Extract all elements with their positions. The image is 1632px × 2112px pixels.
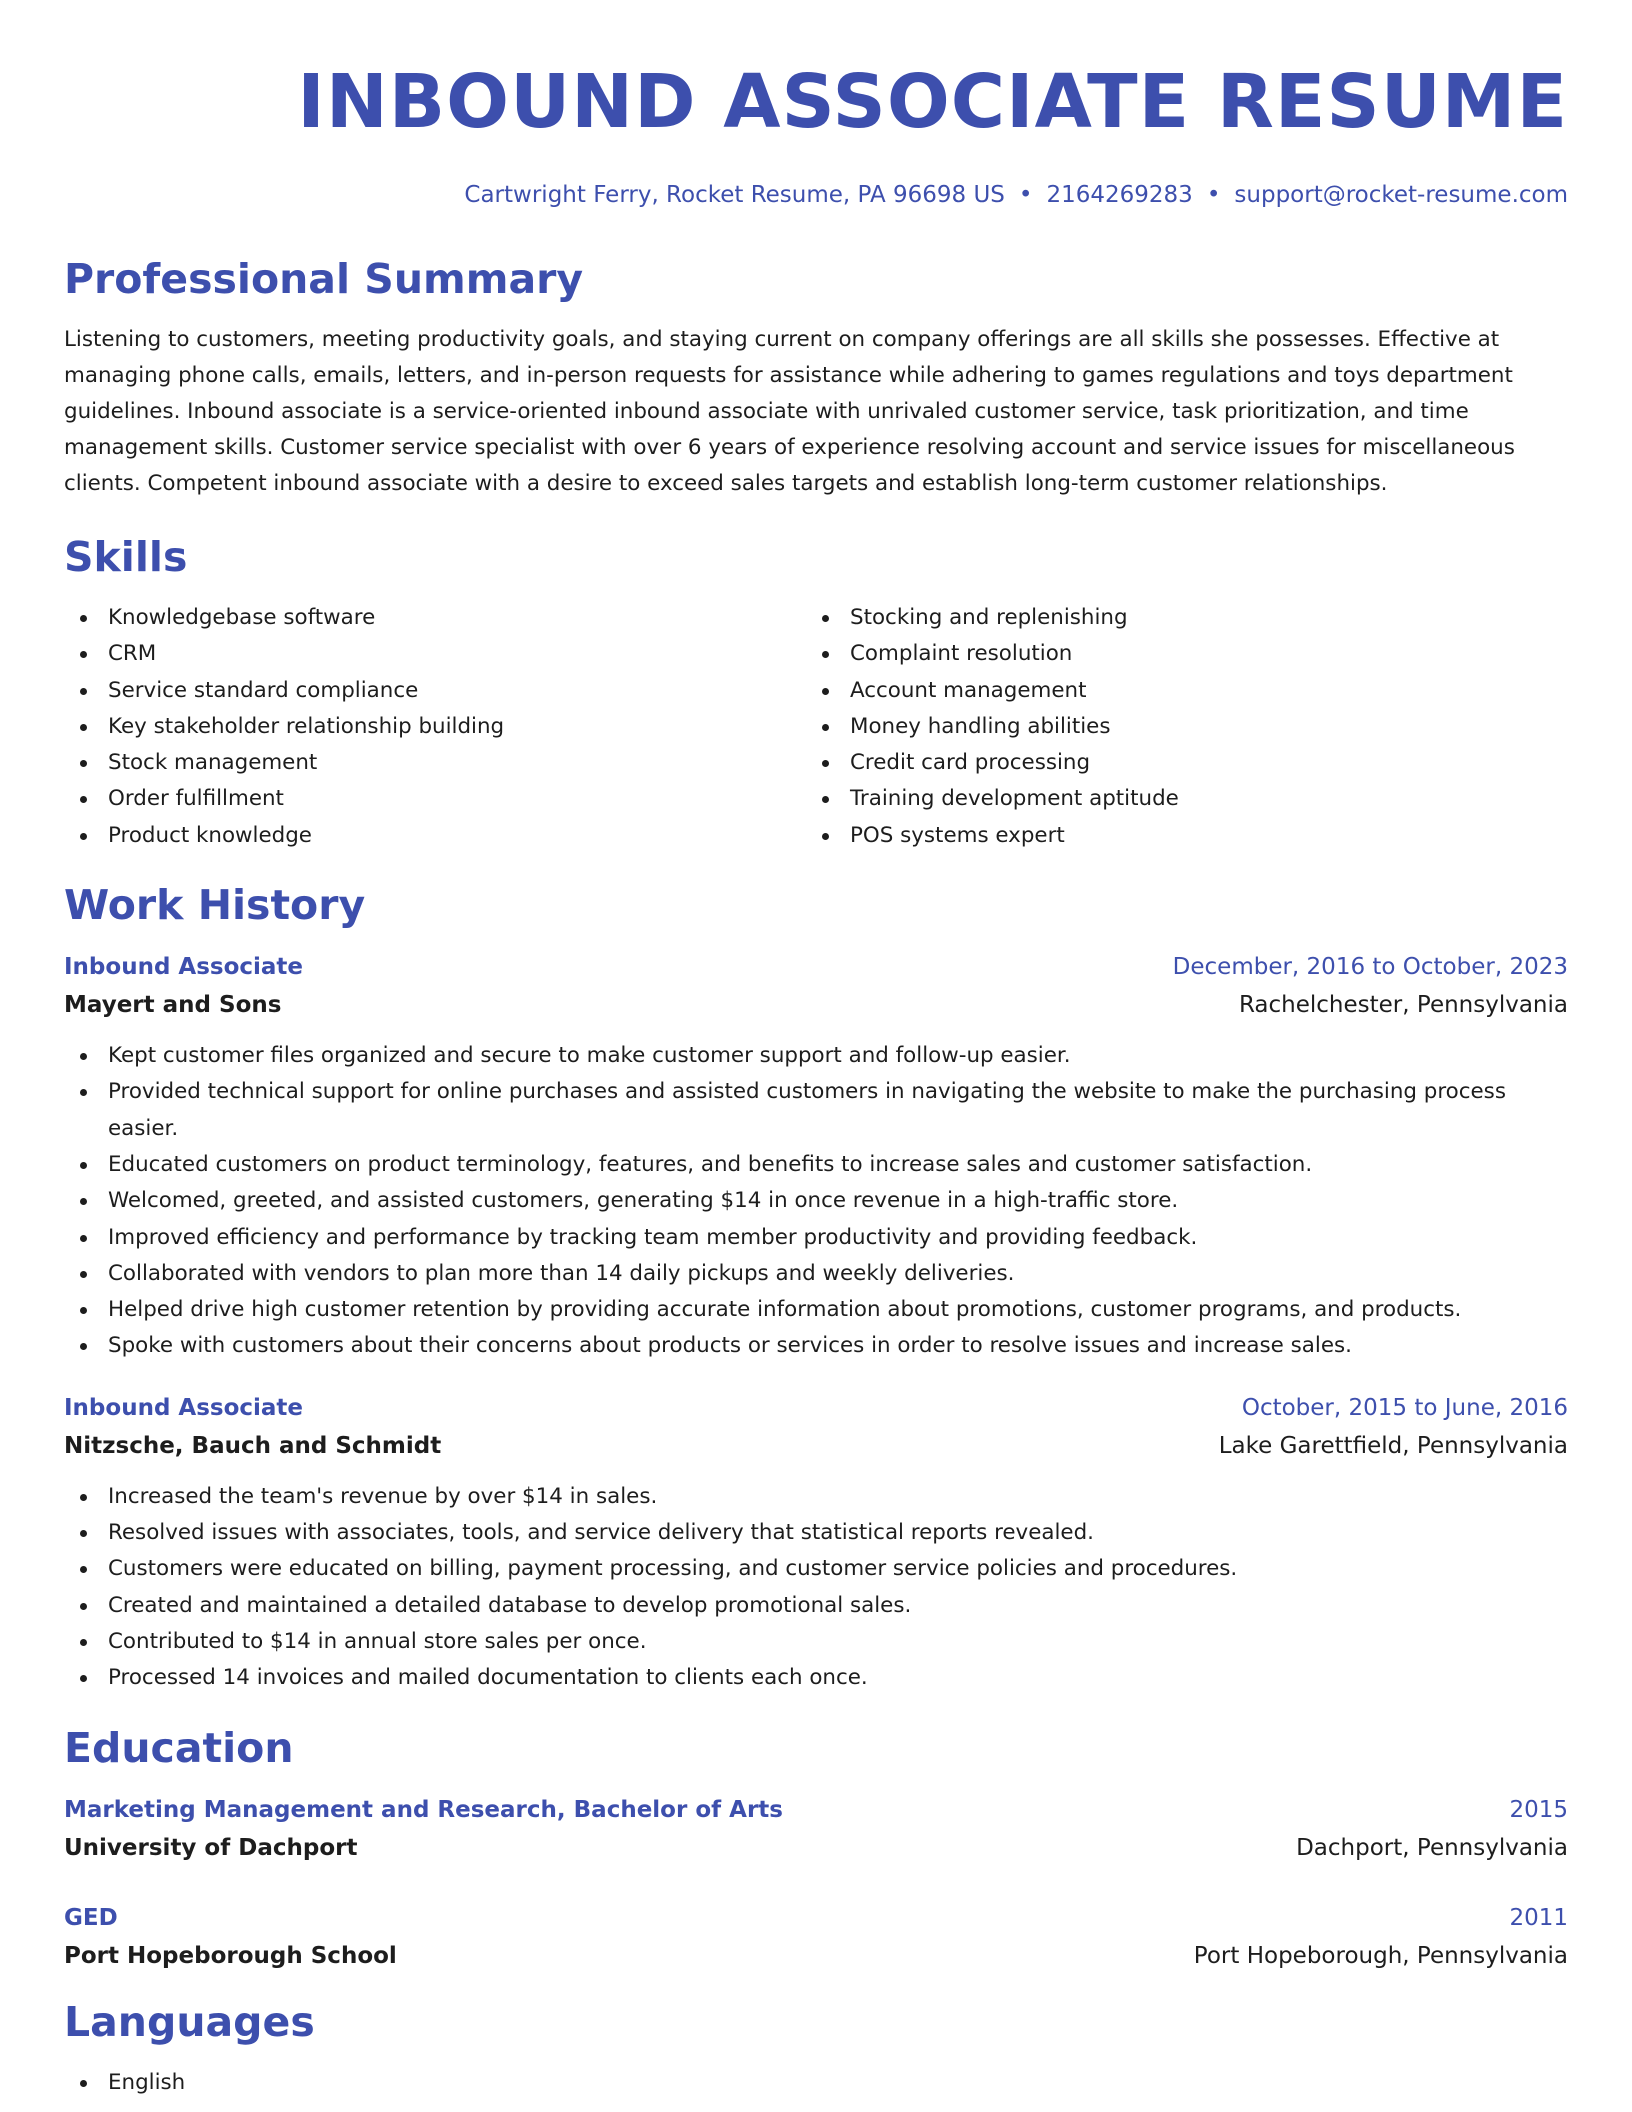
- job-bullet: Processed 14 invoices and mailed documentation to clients each once.: [64, 1660, 1568, 1696]
- job-bullet: Educated customers on product terminology, features, and benefits to increase sales and customer satisfaction.: [64, 1147, 1568, 1183]
- address: Cartwright Ferry, Rocket Resume, PA 96698 US: [464, 182, 1005, 208]
- education-header: [64, 1903, 1568, 1933]
- skill-item: Complaint resolution: [806, 636, 1548, 672]
- school-location: Port Hopeborough, Pennsylvania: [1193, 1942, 1568, 1969]
- section-title-skills: Skills: [64, 533, 188, 581]
- job-dates: December, 2016 to October, 2023: [1172, 954, 1568, 981]
- education-entry: [64, 1903, 1568, 1971]
- education-header: [64, 1795, 1568, 1825]
- separator-dot: •: [1206, 182, 1221, 208]
- section-title-summary: Professional Summary: [64, 255, 584, 303]
- skill-item: Service standard compliance: [64, 673, 806, 709]
- skill-item: POS systems expert: [806, 818, 1548, 854]
- skill-item: Stocking and replenishing: [806, 600, 1548, 636]
- job-bullet: Welcomed, greeted, and assisted customers, generating $14 in once revenue in a high-traffic store.: [64, 1183, 1568, 1219]
- job-location: Rachelchester, Pennsylvania: [1238, 992, 1568, 1019]
- job-bullet: Spoke with customers about their concerns about products or services in order to resolve issues and increase sales.: [64, 1328, 1568, 1364]
- job-subheader: [64, 990, 1568, 1020]
- job-entry: [64, 1393, 1568, 1697]
- job-bullet: Helped drive high customer retention by providing accurate information about promotions, customer programs, and products.: [64, 1292, 1568, 1328]
- education-subheader: [64, 1833, 1568, 1863]
- language-item: English: [64, 2065, 1568, 2101]
- skill-item: Money handling abilities: [806, 709, 1548, 745]
- job-title: Inbound Associate: [64, 1394, 304, 1421]
- job-bullet: Collaborated with vendors to plan more than 14 daily pickups and weekly deliveries.: [64, 1256, 1568, 1292]
- languages-list: [64, 2065, 1568, 2101]
- degree: GED: [64, 1904, 118, 1931]
- skill-item: Order fulfillment: [64, 781, 806, 817]
- job-header: [64, 952, 1568, 982]
- skill-item: Stock management: [64, 745, 806, 781]
- job-bullets: [64, 1479, 1568, 1697]
- skills-list-left: [64, 600, 806, 854]
- school-name: University of Dachport: [64, 1834, 358, 1861]
- job-title: Inbound Associate: [64, 954, 304, 981]
- job-bullet: Resolved issues with associates, tools, and service delivery that statistical reports revealed.: [64, 1515, 1568, 1551]
- section-title-languages: Languages: [64, 1997, 315, 2046]
- separator-dot: •: [1018, 182, 1033, 208]
- graduation-year: 2015: [1509, 1796, 1568, 1823]
- job-bullet: Created and maintained a detailed database to develop promotional sales.: [64, 1588, 1568, 1624]
- job-subheader: [64, 1431, 1568, 1461]
- email-link[interactable]: support@rocket-resume.com: [1234, 182, 1568, 208]
- skill-item: Account management: [806, 673, 1548, 709]
- section-title-work-history: Work History: [64, 881, 366, 930]
- company-name: Mayert and Sons: [64, 992, 282, 1019]
- resume-title: INBOUND ASSOCIATE RESUME: [297, 59, 1568, 145]
- job-bullets: [64, 1038, 1568, 1365]
- skill-item: CRM: [64, 636, 806, 672]
- skill-item: Knowledgebase software: [64, 600, 806, 636]
- job-bullet: Kept customer files organized and secure to make customer support and follow-up easier.: [64, 1038, 1568, 1074]
- section-title-education: Education: [64, 1723, 294, 1772]
- skills-columns: [64, 600, 1568, 854]
- school-location: Dachport, Pennsylvania: [1296, 1834, 1568, 1861]
- job-bullet: Improved efficiency and performance by tracking team member productivity and providing feedback.: [64, 1220, 1568, 1256]
- job-bullet: Increased the team's revenue by over $14 in sales.: [64, 1479, 1568, 1515]
- job-header: [64, 1393, 1568, 1423]
- job-dates: October, 2015 to June, 2016: [1241, 1394, 1568, 1421]
- graduation-year: 2011: [1509, 1904, 1568, 1931]
- education-entry: [64, 1795, 1568, 1863]
- education-subheader: [64, 1941, 1568, 1971]
- job-location: Lake Garettfield, Pennsylvania: [1218, 1432, 1568, 1459]
- skill-item: Product knowledge: [64, 818, 806, 854]
- job-bullet: Contributed to $14 in annual store sales per once.: [64, 1624, 1568, 1660]
- skill-item: Credit card processing: [806, 745, 1548, 781]
- skill-item: Key stakeholder relationship building: [64, 709, 806, 745]
- resume-page: [64, 0, 1568, 2101]
- school-name: Port Hopeborough School: [64, 1942, 397, 1969]
- skills-list-right: [806, 600, 1548, 854]
- degree: Marketing Management and Research, Bachelor of Arts: [64, 1796, 783, 1823]
- summary-text: Listening to customers, meeting productivity goals, and staying current on company offerings are all skills she possesses. Effective at managing phone calls, emails, letters, and in-person requests for assistance while adhering to games regulations and toys department guidelines. Inbound associate is a service-oriented inbound associate with unrivaled customer service, task prioritization, and time management skills. Customer service specialist with over 6 years of experience resolving account and service issues for miscellaneous clients. Competent inbound associate with a desire to exceed sales targets and establish long-term customer relationships.: [64, 327, 1515, 496]
- phone-number: 2164269283: [1046, 182, 1193, 208]
- job-bullet: Provided technical support for online purchases and assisted customers in navigating the website to make the purchasing process easier.: [64, 1074, 1568, 1147]
- skill-item: Training development aptitude: [806, 781, 1548, 817]
- company-name: Nitzsche, Bauch and Schmidt: [64, 1432, 442, 1459]
- job-bullet: Customers were educated on billing, payment processing, and customer service policies and procedures.: [64, 1551, 1568, 1587]
- contact-line: [64, 180, 1568, 210]
- job-entry: [64, 952, 1568, 1365]
